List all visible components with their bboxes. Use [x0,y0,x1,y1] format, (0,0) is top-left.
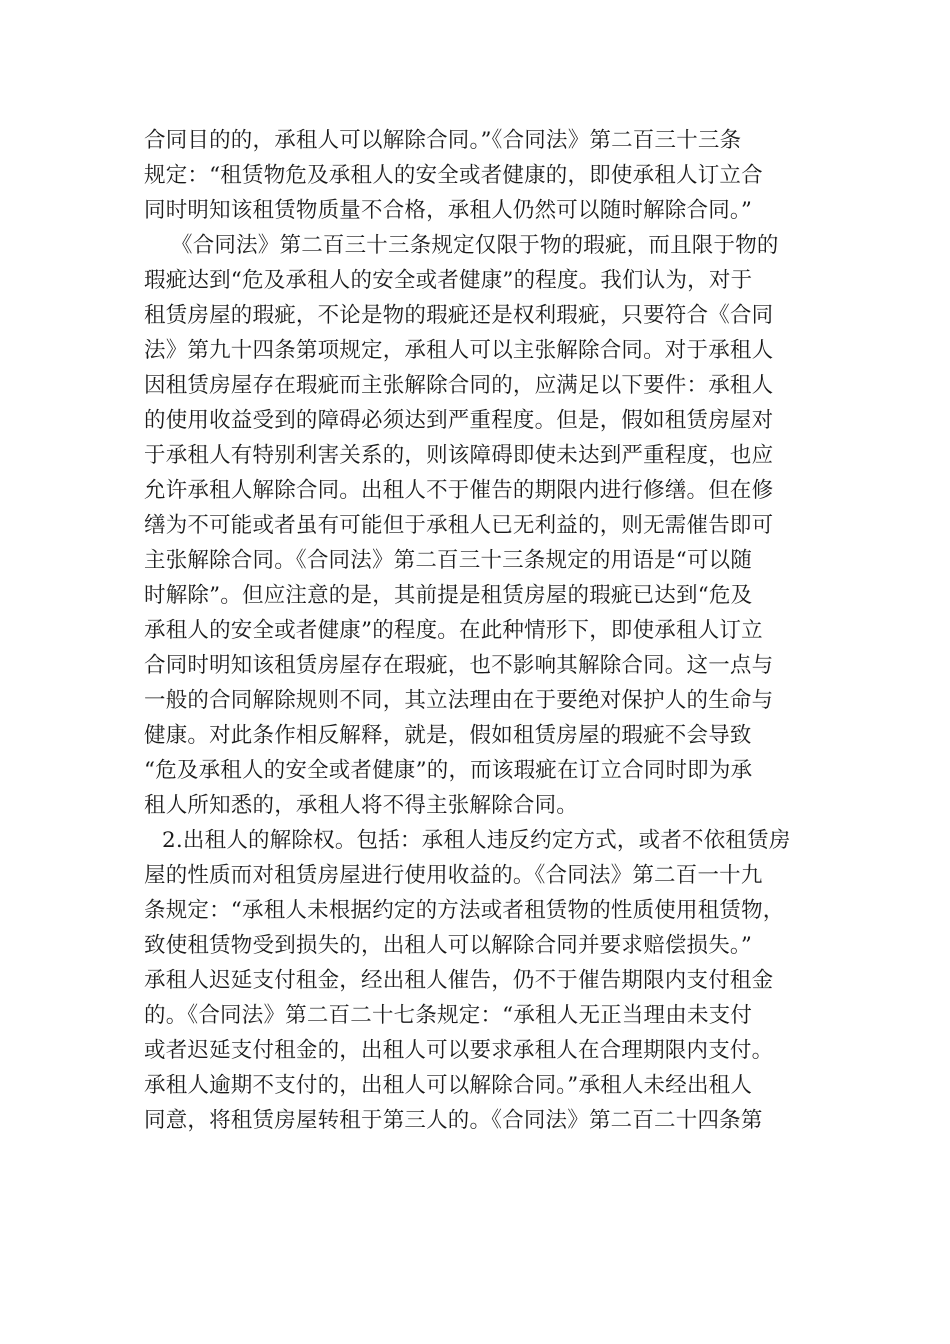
text-line: 瑕疵达到“危及承租人的安全或者健康”的程度。我们认为，对于 [144,268,753,293]
paragraph-first-line: 2.出租人的解除权。包括：承租人违反约定方式，或者不依租赁房 [162,828,791,853]
text-line: 承租人的安全或者健康”的程度。在此种情形下，即使承租人订立 [144,618,763,643]
text-line: 法》第九十四条第项规定，承租人可以主张解除合同。对于承租人 [144,338,774,363]
text-line: 主张解除合同。《合同法》第二百三十三条规定的用语是“可以随 [144,548,753,573]
text-line: 租赁房屋的瑕疵，不论是物的瑕疵还是权利瑕疵，只要符合《合同 [144,303,774,328]
text-line: 同时明知该租赁物质量不合格，承租人仍然可以随时解除合同。” [144,198,753,223]
text-line: 于承租人有特别利害关系的，则该障碍即使未达到严重程度，也应 [144,443,774,468]
body-text [144,123,824,1138]
text-line: 合同时明知该租赁房屋存在瑕疵，也不影响其解除合同。这一点与 [144,653,774,678]
text-line: 的。《合同法》第二百二十七条规定：“承租人无正当理由未支付 [144,1003,753,1028]
text-line: 允许承租人解除合同。出租人不于催告的期限内进行修缮。但在修 [144,478,774,503]
text-line: 屋的性质而对租赁房屋进行使用收益的。《合同法》第二百一十九 [144,863,763,888]
text-line: 条规定：“承租人未根据约定的方法或者租赁物的性质使用租赁物， [144,898,785,923]
text-line: 承租人迟延支付租金，经出租人催告，仍不于催告期限内支付租金 [144,968,774,993]
text-line: 的使用收益受到的障碍必须达到严重程度。但是，假如租赁房屋对 [144,408,774,433]
text-line: 健康。对此条作相反解释，就是，假如租赁房屋的瑕疵不会导致 [144,723,752,748]
text-line: 规定：“租赁物危及承租人的安全或者健康的，即使承租人订立合 [144,163,763,188]
text-line: 缮为不可能或者虽有可能但于承租人已无利益的，则无需催告即可 [144,513,774,538]
text-line: 合同目的的，承租人可以解除合同。”《合同法》第二百三十三条 [144,128,742,153]
text-line: 或者迟延支付租金的，出租人可以要求承租人在合理期限内支付。 [144,1038,774,1063]
text-line: “危及承租人的安全或者健康”的，而该瑕疵在订立合同时即为承 [144,758,753,783]
text-line: 因租赁房屋存在瑕疵而主张解除合同的，应满足以下要件：承租人 [144,373,774,398]
text-line: 租人所知悉的，承租人将不得主张解除合同。 [144,793,579,818]
text-line: 承租人逾期不支付的，出租人可以解除合同。”承租人未经出租人 [144,1073,753,1098]
paragraph-first-line: 《合同法》第二百三十三条规定仅限于物的瑕疵，而且限于物的 [171,233,779,258]
text-line: 同意，将租赁房屋转租于第三人的。《合同法》第二百二十四条第 [144,1108,763,1133]
text-line: 致使租赁物受到损失的，出租人可以解除合同并要求赔偿损失。” [144,933,753,958]
text-line: 一般的合同解除规则不同，其立法理由在于要绝对保护人的生命与 [144,688,774,713]
text-line: 时解除”。但应注意的是，其前提是租赁房屋的瑕疵已达到“危及 [144,583,753,608]
